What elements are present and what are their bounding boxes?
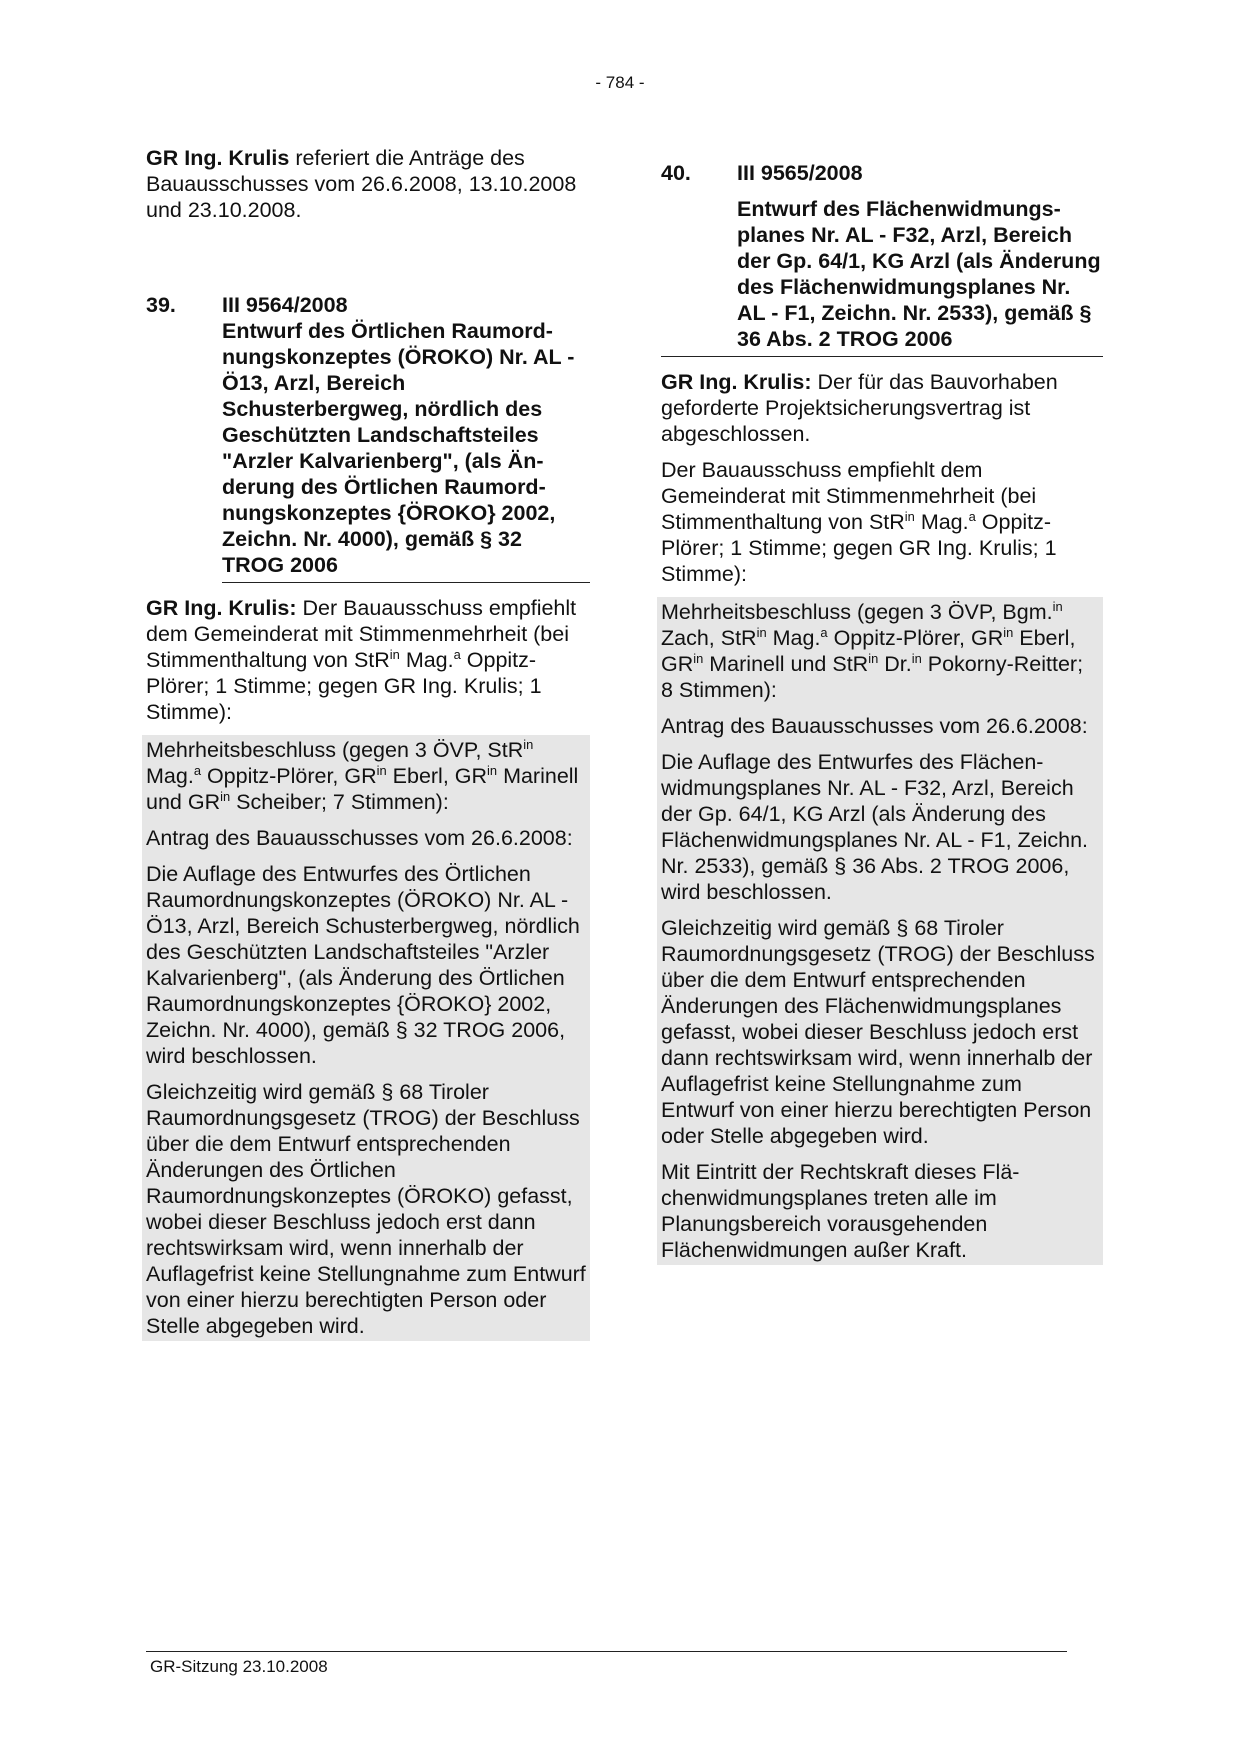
speaker-text: Der Bauausschuss empfiehlt dem Gemeinderat mit Stimmenmehrheit (bei Stimmenthaltung von StR — [146, 596, 577, 672]
intro-speaker: GR Ing. Krulis — [146, 146, 290, 170]
speaker-statement — [661, 369, 1103, 447]
resolution-box — [142, 735, 590, 1341]
decision-paragraph: Die Auflage des Entwurfes des Flächenwidmungsplanes Nr. AL - F32, Arzl, Bereich der Gp. 64/1, KG Arzl (als Änderung des Flächenwidmungsplanes Nr. AL - F1, Zeichn. Nr. 2533), gemäß § 36 Abs. 2 TROG 2006, wird beschlossen. — [661, 750, 1089, 904]
speaker-text: Der für das Bauvorhaben geforderte Projektsicherungsvertrag ist abgeschlossen. — [661, 370, 1058, 446]
decision-paragraph: Mit Eintritt der Rechtskraft dieses Flächenwidmungsplanes treten alle im Planungsbereich vorausgehenden Flächenwidmungen außer Kraft. — [661, 1160, 1020, 1262]
speaker-name: GR Ing. Krulis: — [661, 370, 812, 394]
page-number: - 784 - — [595, 73, 645, 92]
decision-paragraph: Gleichzeitig wird gemäß § 68 Tiroler Raumordnungsgesetz (TROG) der Beschluss über die dem Entwurf entsprechenden Änderungen des Örtlichen Raumordnungskonzeptes (ÖROKO) gefasst, wobei dieser Beschluss jedoch erst dann rechtswirksam wird, wenn innerhalb der Auflagefrist keine Stellungnahme zum Entwurf von einer hierzu berechtigten Person oder Stelle abgegeben wird. — [146, 1080, 586, 1338]
decision-paragraph: Gleichzeitig wird gemäß § 68 Tiroler Raumordnungsgesetz (TROG) der Beschluss über die dem Entwurf entsprechenden Änderungen des Flächenwidmungsplanes gefasst, wobei dieser Beschluss jedoch erst dann rechtswirksam wird, wenn innerhalb der Auflagefrist keine Stellungnahme zum Entwurf von einer hierzu berechtigten Person oder Stelle abgegeben wird. — [661, 916, 1095, 1148]
item-file-number: III 9564/2008 — [222, 293, 348, 317]
speaker-text: Mag. — [399, 648, 454, 672]
sup: a — [453, 646, 461, 662]
recommendation-paragraph: Der Bauausschuss empfiehlt dem Gemeinderat mit Stimmenmehrheit (bei Stimmenthaltung von StR$^{in}$ Mag.$^a$ Oppitz-Plörer; 1 Stimme; gegen GR Ing. Krulis; 1 Stimme): — [661, 458, 1057, 586]
right-column — [661, 160, 1103, 1265]
left-column — [146, 145, 590, 1341]
resolution-box — [657, 597, 1103, 1265]
item-39-heading — [146, 292, 590, 318]
item-39-title: Entwurf des Örtlichen Raumordnungskonzeptes (ÖROKO) Nr. AL - Ö13, Arzl, Bereich Schusterbergweg, nördlich des Geschützten Landschaftsteiles "Arzler Kalvarienberg", (als Änderung des Örtlichen Raumordnungskonzeptes {ÖROKO} 2002, Zeichn. Nr. 4000), gemäß § 32 TROG 2006 — [222, 318, 590, 583]
item-file-number: III 9565/2008 — [737, 161, 863, 185]
item-40-title: Entwurf des Flächenwidmungsplanes Nr. AL - F32, Arzl, Bereich der Gp. 64/1, KG Arzl (als Änderung des Flächenwidmungsplanes Nr. AL - F1, Zeichn. Nr. 2533), gemäß § 36 Abs. 2 TROG 2006 — [737, 197, 1101, 351]
intro-text: referiert die Anträge des Bauausschusses vom 26.6.2008, 13.10.2008 und 23.10.2008. — [146, 146, 577, 222]
speaker-statement — [146, 595, 590, 725]
item-number: 40. — [661, 161, 691, 185]
motion-line: Antrag des Bauausschusses vom 26.6.2008: — [146, 826, 573, 850]
decision-paragraph: Die Auflage des Entwurfes des Örtlichen Raumordnungskonzeptes (ÖROKO) Nr. AL - Ö13, Arzl, Bereich Schusterbergweg, nördlich des Geschützten Landschaftsteiles "Arzler Kalvarienberg", (als Änderung des Örtlichen Raumordnungskonzeptes {ÖROKO} 2002, Zeichn. Nr. 4000), gemäß § 32 TROG 2006, wird beschlossen. — [146, 862, 580, 1068]
item-40-rule — [661, 356, 1103, 357]
resolution-vote: Mehrheitsbeschluss (gegen 3 ÖVP, StR$^{in}$ Mag.$^a$ Oppitz-Plörer, $GR^{in}$ Eberl, $GR^{in}$ Marinell und $GR^{in}$ Scheiber; 7 Stimmen): — [146, 736, 579, 814]
speaker-name: GR Ing. Krulis: — [146, 596, 297, 620]
sup: in — [389, 646, 400, 662]
item-40-heading — [661, 160, 1103, 186]
motion-line: Antrag des Bauausschusses vom 26.6.2008: — [661, 714, 1088, 738]
speaker-text: Oppitz-Plörer; 1 Stimme; gegen GR Ing. Krulis; 1 Stimme): — [146, 648, 542, 724]
footer-rule — [146, 1651, 1067, 1652]
intro-paragraph — [146, 145, 590, 223]
resolution-vote: Mehrheitsbeschluss (gegen 3 ÖVP, Bgm.$^{in}$ Zach, StR$^{in}$ Mag.$^a$ Oppitz-Plörer, $GR^{in}$ Eberl, $GR^{in}$ Marinell und StR$^{in}$ Dr.$^{in}$ Pokorny-Reitter; 8 Stimmen): — [661, 598, 1084, 702]
item-number: 39. — [146, 293, 176, 317]
footer-session-date: GR-Sitzung 23.10.2008 — [150, 1657, 328, 1676]
